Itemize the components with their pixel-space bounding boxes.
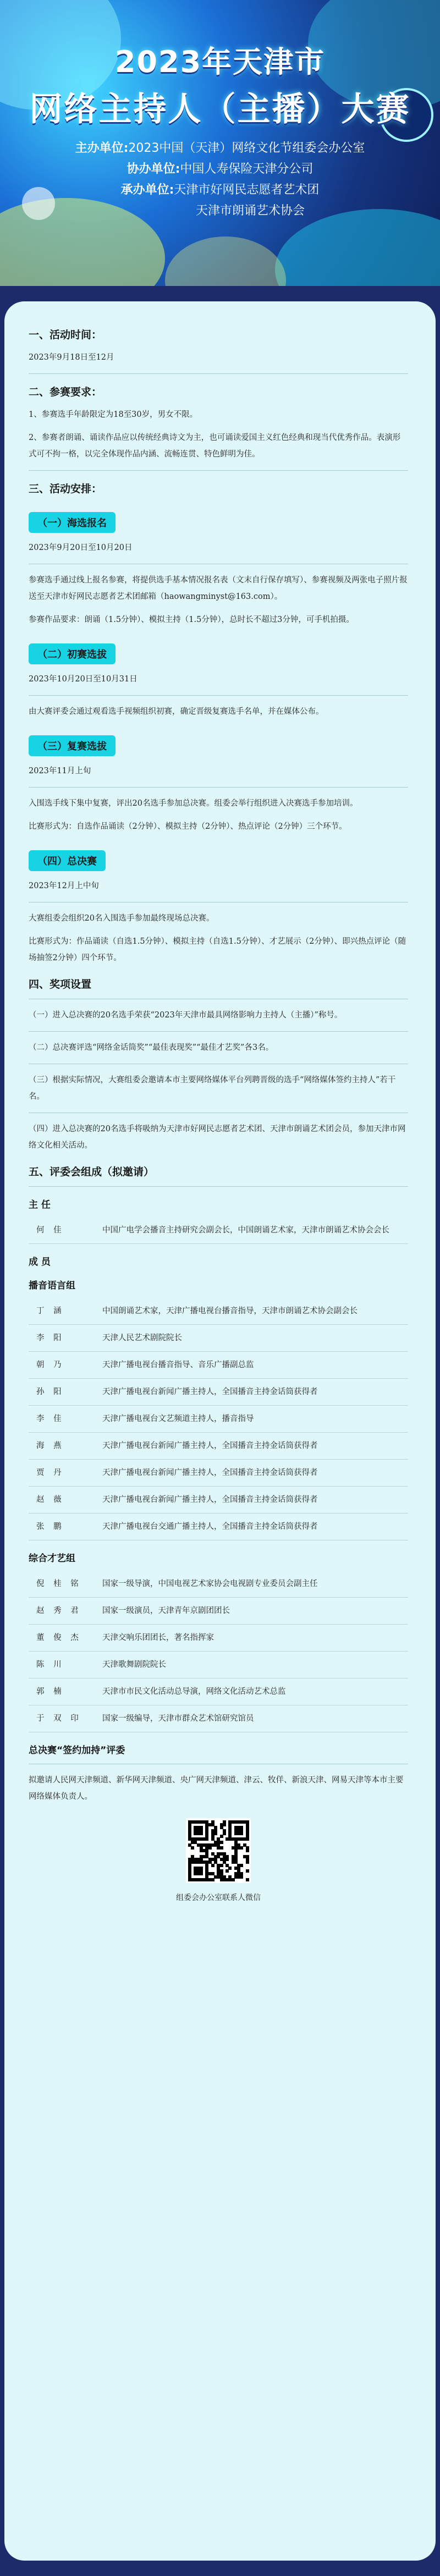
judge-title: 国家一级编导，天津市群众艺术馆研究馆员 (102, 1714, 254, 1723)
organizer-line: 承办单位:天津市好网民志愿者艺术团 (120, 183, 320, 197)
qr-caption: 组委会办公室联系人微信 (176, 1894, 261, 1902)
date-text: 2023年11月上旬 (29, 767, 91, 775)
divider (29, 373, 408, 374)
judge-name: 郭 楠 (36, 1687, 65, 1696)
group-heading: 成 员 (29, 1257, 51, 1268)
judge-row (29, 1352, 408, 1379)
judge-title: 中国朗诵艺术家，天津广播电视台播音指导，天津市朗诵艺术协会副会长 (102, 1307, 358, 1315)
judge-name: 李 佳 (36, 1414, 65, 1423)
organizer-line: 主办单位:2023中国（天津）网络文化节组委会办公室 (75, 141, 365, 155)
judge-row (29, 1705, 408, 1732)
judge-title: 天津广播电视台新闻广播主持人，全国播音主持金话筒获得者 (102, 1388, 318, 1396)
group-heading: 总决赛“签约加持”评委 (29, 1745, 125, 1756)
judge-row (29, 1652, 408, 1678)
section-heading: 五、评委会组成（拟邀请） (29, 1166, 155, 1178)
qr-code (186, 1818, 251, 1883)
judge-name: 张 鹏 (36, 1522, 65, 1531)
judge-row (29, 1325, 408, 1352)
judge-name: 丁 涵 (36, 1307, 65, 1315)
paragraph: 比赛形式为：自选作品诵读（2分钟）、模拟主持（2分钟）、热点评论（2分钟）三个环节。 (29, 822, 347, 831)
judge-title: 天津交响乐团团长，著名指挥家 (102, 1633, 214, 1642)
judge-title: 天津歌舞剧院院长 (102, 1660, 166, 1669)
date-text: 2023年9月20日至10月20日 (29, 543, 133, 552)
judge-name: 何 佳 (36, 1226, 65, 1235)
section-heading: 一、活动时间： (29, 329, 102, 341)
date-text: 2023年10月20日至10月31日 (29, 675, 138, 684)
group-heading: 综合才艺组 (29, 1553, 75, 1564)
judge-row (29, 1513, 408, 1540)
judge-title: 中国广电学会播音主持研究会副会长，中国朗诵艺术家，天津市朗诵艺术协会会长 (102, 1226, 389, 1235)
judge-title: 天津市市民文化活动总导演，网络文化活动艺术总监 (102, 1687, 286, 1696)
judge-title: 天津广播电视台新闻广播主持人，全国播音主持金话筒获得者 (102, 1441, 318, 1450)
judge-title: 天津广播电视台新闻广播主持人，全国播音主持金话筒获得者 (102, 1468, 318, 1477)
banner-text (0, 38, 440, 222)
paragraph: 由大赛评委会通过观看选手视频组织初赛，确定晋级复赛选手名单，并在媒体公布。 (29, 707, 324, 716)
judge-row (29, 1433, 408, 1460)
paragraph: 参赛作品要求：朗诵（1.5分钟）、模拟主持（1.5分钟），总时长不超过3分钟，可手机拍摄。 (29, 615, 354, 624)
judge-title: 天津广播电视台文艺频道主持人，播音指导 (102, 1414, 254, 1423)
judge-name: 孙 阳 (36, 1388, 65, 1396)
paragraph: （一）进入总决赛的20名选手荣获“2023年天津市最具网络影响力主持人（主播）”称号。 (29, 1011, 343, 1020)
judge-row (29, 1217, 408, 1244)
judge-name: 海 燕 (36, 1441, 65, 1450)
judge-name: 朝 乃 (36, 1361, 65, 1369)
sub-heading: （三）复赛选拔 (29, 735, 116, 756)
content-card (4, 301, 436, 2561)
judge-name: 李 阳 (36, 1334, 65, 1342)
judge-row (29, 1379, 408, 1406)
paragraph: （四）进入总决赛的20名选手将吸纳为天津市好网民志愿者艺术团、天津市朗诵艺术团会员，参加天津市网络文化相关活动。 (29, 1125, 406, 1150)
paragraph: 入围选手线下集中复赛，评出20名选手参加总决赛。组委会举行组织进入决赛选手参加培训。 (29, 799, 358, 808)
judge-row (29, 1571, 408, 1598)
divider (29, 1186, 408, 1187)
judge-title: 天津人民艺术剧院院长 (102, 1334, 182, 1342)
paragraph: （三）根据实际情况，大赛组委会邀请本市主要网络媒体平台列聘晋级的选手“网络媒体签约主持人”若干名。 (29, 1076, 396, 1101)
judge-title: 国家一级导演，中国电视艺术家协会电视剧专业委员会副主任 (102, 1579, 318, 1588)
judge-name: 倪 桂 铭 (36, 1579, 82, 1588)
section-heading: 二、参赛要求： (29, 386, 102, 398)
divider (29, 1031, 408, 1032)
section-heading: 四、奖项设置 (29, 978, 92, 990)
paragraph: 大赛组委会组织20名入围选手参加最终现场总决赛。 (29, 914, 215, 923)
judge-title: 天津广播电视台播音指导、音乐广播副总监 (102, 1361, 254, 1369)
banner-subtitle: 网络主持人（主播）大赛 (29, 90, 411, 129)
judge-row (29, 1460, 408, 1487)
judge-name: 董 俊 杰 (36, 1633, 82, 1642)
judge-row (29, 1406, 408, 1433)
banner-title: 2023年天津市 (114, 45, 326, 79)
judge-row (29, 1598, 408, 1625)
judge-row (29, 1487, 408, 1513)
judge-title: 天津广播电视台新闻广播主持人，全国播音主持金话筒获得者 (102, 1495, 318, 1504)
banner (0, 0, 440, 286)
judge-title: 天津广播电视台交通广播主持人，全国播音主持金话筒获得者 (102, 1522, 318, 1531)
sub-heading: （二）初赛选拔 (29, 643, 116, 664)
paragraph: 1、参赛选手年龄限定为18至30岁，男女不限。 (29, 410, 198, 419)
organizer-line: 协办单位:中国人寿保险天津分公司 (127, 162, 314, 176)
judge-row (29, 1678, 408, 1705)
organizer-line: 天津市朗诵艺术协会 (195, 204, 305, 218)
sub-heading: （一）海选报名 (29, 512, 116, 533)
paragraph: 拟邀请人民网天津频道、新华网天津频道、央广网天津频道、津云、牧佯、新浪天津、网易天津等本市主要网络媒体负责人。 (29, 1776, 404, 1801)
group-heading: 播音语言组 (29, 1280, 75, 1291)
paragraph: 2023年9月18日至12月 (29, 353, 114, 362)
date-text: 2023年12月上中旬 (29, 882, 99, 890)
section-heading: 三、活动安排： (29, 483, 102, 495)
paragraph: 2、参赛者朗诵、诵读作品应以传统经典诗文为主，也可诵读爱国主义红色经典和现当代优秀作品。表演形式可不拘一格，以完全体现作品内涵、流畅连贯、特色鲜明为佳。 (29, 433, 401, 459)
judge-row (29, 1298, 408, 1325)
sub-heading: （四）总决赛 (29, 850, 106, 871)
decor-shape (165, 236, 286, 286)
judge-name: 于 双 印 (36, 1714, 82, 1723)
group-heading: 主 任 (29, 1199, 51, 1210)
paragraph: 比赛形式为：作品诵读（自选1.5分钟）、模拟主持（自选1.5分钟）、才艺展示（2分钟）、即兴热点评论（随场抽签2分钟）四个环节。 (29, 937, 406, 962)
divider (29, 470, 408, 471)
judge-name: 赵 秀 君 (36, 1606, 82, 1615)
judge-name: 贾 丹 (36, 1468, 65, 1477)
divider (29, 695, 408, 696)
judge-name: 赵 薇 (36, 1495, 65, 1504)
paragraph: （二）总决赛评选“网络金话筒奖”“最佳表现奖”“最佳才艺奖”各3名。 (29, 1043, 274, 1052)
divider (29, 787, 408, 788)
judge-title: 国家一级演员，天津青年京剧团团长 (102, 1606, 230, 1615)
judge-row (29, 1625, 408, 1652)
organizers (0, 138, 440, 222)
paragraph: 参赛选手通过线上报名参赛，将提供选手基本情况报名表（文末自行保存填写）、参赛视频及两张电子照片报送至天津市好网民志愿者艺术团邮箱（haowangminyst@163.com）。 (29, 576, 408, 601)
judge-name: 陈 川 (36, 1660, 65, 1669)
